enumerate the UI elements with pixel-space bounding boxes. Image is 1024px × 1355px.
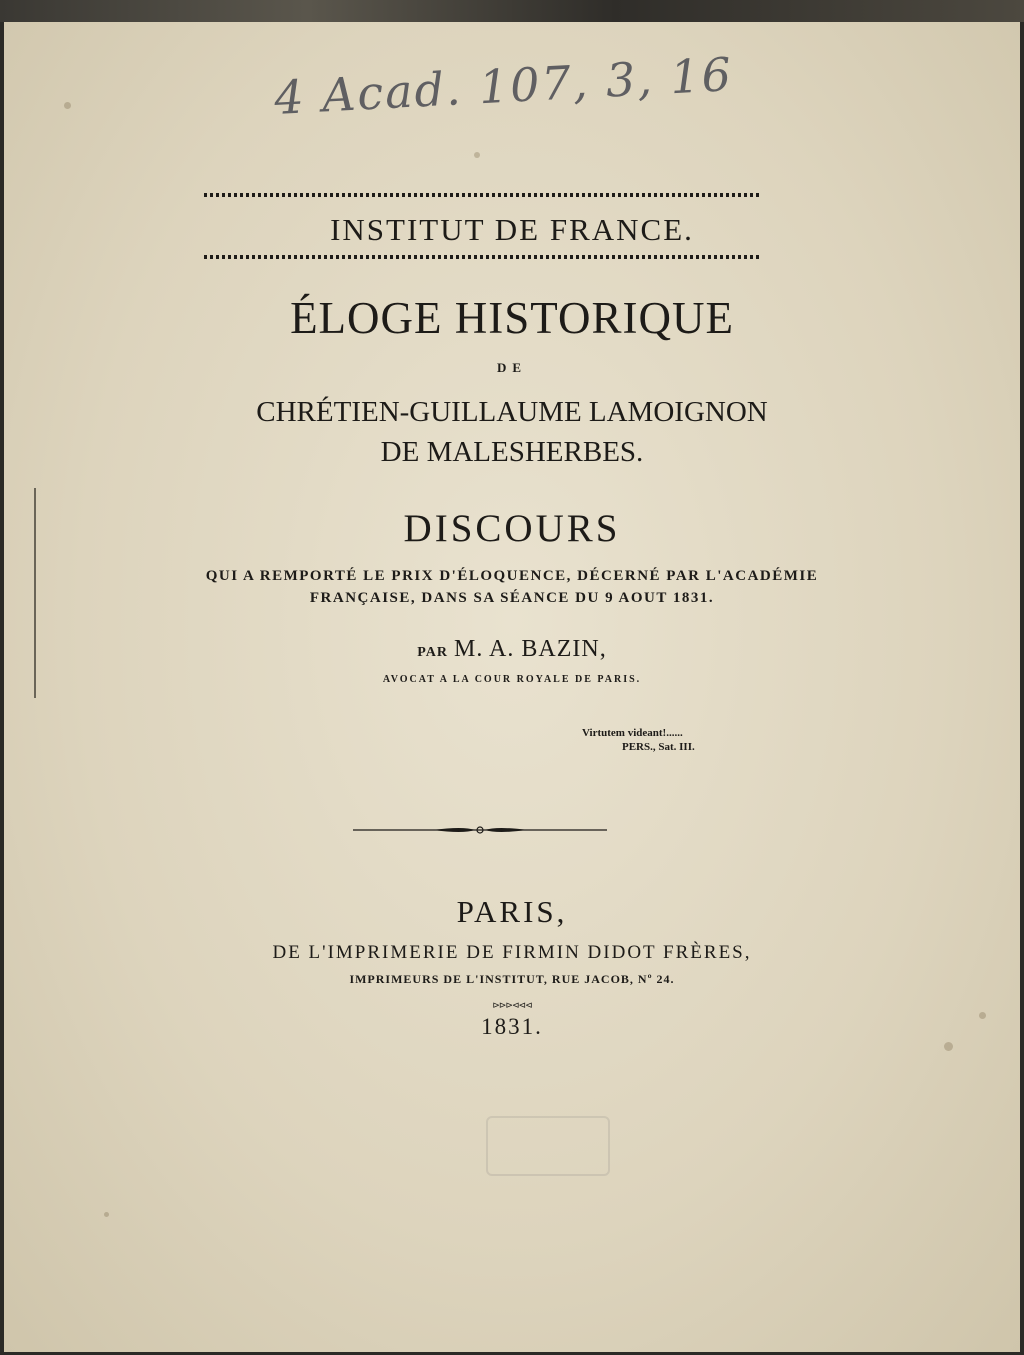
imprint-year: 1831. <box>481 1014 543 1039</box>
small-ornament: ⊳⊳⊳⊲⊲⊲ <box>492 1000 532 1010</box>
imprint-city: PARIS, <box>456 894 568 929</box>
title-connector: DE <box>496 360 528 375</box>
binding-thread <box>34 488 36 698</box>
author-role: AVOCAT A LA COUR ROYALE DE PARIS. <box>382 674 642 685</box>
epigraph <box>582 726 695 754</box>
ornamental-rule-bottom <box>204 255 760 259</box>
institute-heading: INSTITUT DE FRANCE. <box>330 212 694 247</box>
library-stamp-faded <box>486 1116 610 1176</box>
scan-top-edge <box>0 0 1024 22</box>
epigraph-quote: Virtutem videant!...... <box>582 727 683 739</box>
ornamental-rule-top <box>204 193 760 197</box>
subject-name-line2: DE MALESHERBES. <box>380 436 644 468</box>
title-page <box>4 22 1020 1352</box>
foxing-spot <box>944 1042 953 1051</box>
subject-name-line1: CHRÉTIEN-GUILLAUME LAMOIGNON <box>256 396 768 428</box>
prize-description-line1: QUI A REMPORTÉ LE PRIX D'ÉLOQUENCE, DÉCERNÉ PAR L'ACADÉMIE <box>205 568 819 584</box>
author-name: M. A. BAZIN, <box>454 636 607 662</box>
foxing-spot <box>64 102 71 109</box>
author-prefix: PAR <box>417 645 449 660</box>
imprint-printer: DE L'IMPRIMERIE DE FIRMIN DIDOT FRÈRES, <box>272 942 752 963</box>
handwritten-shelfmark: 4 Acad. 107, 3, 16 <box>272 47 735 125</box>
foxing-spot <box>104 1212 109 1217</box>
epigraph-source: PERS., Sat. III. <box>622 741 695 753</box>
imprint-address: IMPRIMEURS DE L'INSTITUT, RUE JACOB, Nº 24. <box>349 972 675 986</box>
discourse-heading: DISCOURS <box>403 507 621 550</box>
main-title: ÉLOGE HISTORIQUE <box>290 293 734 343</box>
author-line <box>4 636 1020 663</box>
foxing-spot <box>474 152 480 158</box>
ornamental-divider <box>353 825 607 835</box>
prize-description-line2: FRANÇAISE, DANS SA SÉANCE DU 9 AOUT 1831. <box>309 590 715 606</box>
